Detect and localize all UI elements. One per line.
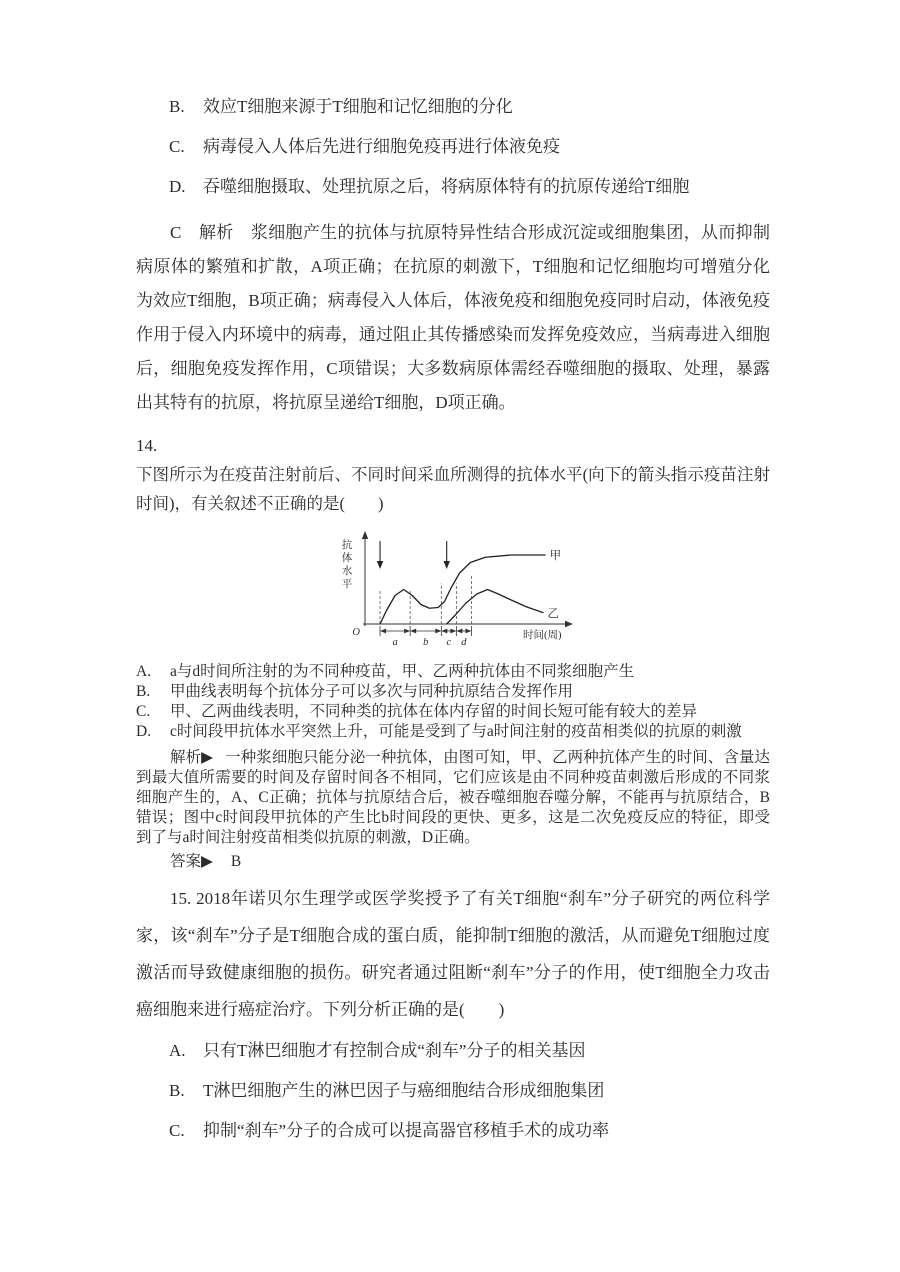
question14-answer	[136, 852, 770, 872]
analysis-label: 解析▶	[170, 749, 214, 766]
question15-stem: 15. 2018年诺贝尔生理学或医学奖授予了有关T细胞“刹车”分子研究的两位科学家，该“刹车”分子是T细胞合成的蛋白质，能抑制T细胞的激活，从而避免T细胞过度激活而导致健康细胞的损伤。研究者通过阻断“刹车”分子的作用，使T细胞全力攻击癌细胞来进行癌症治疗。下列分析正确的是( )	[136, 889, 770, 1019]
option-text: 抑制“刹车”分子的合成可以提高器官移植手术的成功率	[203, 1121, 610, 1140]
question13-option-b	[169, 96, 770, 118]
question14-option-c	[136, 702, 770, 722]
option-text: 只有T淋巴细胞才有控制合成“刹车”分子的相关基因	[203, 1041, 586, 1060]
option-text: a与d时间所注射的为不同种疫苗，甲、乙两种抗体由不同浆细胞产生	[170, 663, 635, 680]
question15-option-b	[169, 1080, 770, 1102]
analysis-text: 一种浆细胞只能分泌一种抗体，由图可知，甲、乙两种抗体产生的时间、含量达到最大值所需要的时间及存留时间各不相同，它们应该是由不同种疫苗刺激后形成的不同浆细胞产生的，A、C正确；抗体与抗原结合后，被吞噬细胞吞噬分解，不能再与抗原结合，B错误；图中c时间段甲抗体的产生比b时间段的更快、更多，这是二次免疫反应的特征，即受到了与a时间注射疫苗相类似抗原的刺激，D正确。	[136, 749, 770, 846]
question15-option-a	[169, 1040, 770, 1062]
svg-text:a: a	[391, 637, 398, 648]
option-label: C.	[169, 137, 185, 156]
option-text: 病毒侵入人体后先进行细胞免疫再进行体液免疫	[203, 137, 560, 156]
question15-option-c	[169, 1120, 770, 1142]
svg-text:甲: 甲	[549, 550, 561, 562]
answer-value: B	[230, 853, 242, 870]
question14-analysis	[136, 748, 770, 848]
question14-stem: 下图所示为在疫苗注射前后、不同时间采血所测得的抗体水平(向下的箭头指示疫苗注射时间)，有关叙述不正确的是( )	[136, 465, 770, 513]
answer-label: 答案▶	[170, 853, 213, 870]
question14-option-d	[136, 722, 770, 742]
question13-option-c	[169, 136, 770, 158]
option-label: C.	[136, 703, 151, 720]
option-text: 甲曲线表明每个抗体分子可以多次与同种抗原结合发挥作用	[170, 683, 574, 700]
question13-option-d	[169, 176, 770, 198]
option-text: 效应T细胞来源于T细胞和记忆细胞的分化	[203, 97, 513, 116]
svg-text:时间(周): 时间(周)	[522, 630, 561, 641]
option-label: D.	[136, 723, 152, 740]
svg-text:O: O	[351, 627, 360, 638]
svg-text:抗: 抗	[341, 540, 352, 551]
option-text: 吞噬细胞摄取、处理抗原之后，将病原体特有的抗原传递给T细胞	[203, 177, 690, 196]
question14-options	[136, 662, 770, 742]
option-text: T淋巴细胞产生的淋巴因子与癌细胞结合形成细胞集团	[203, 1081, 605, 1100]
svg-text:b: b	[422, 637, 428, 648]
svg-text:d: d	[460, 637, 467, 648]
question13-options	[136, 96, 770, 198]
svg-text:体: 体	[341, 553, 352, 564]
question13-analysis: C 解析 浆细胞产生的抗体与抗原特异性结合形成沉淀或细胞集团，从而抑制病原体的繁殖和扩散，A项正确；在抗原的刺激下，T细胞和记忆细胞均可增殖分化为效应T细胞，B项正确；病毒侵入人体后，体液免疫和细胞免疫同时启动，体液免疫作用于侵入内环境中的病毒，通过阻止其传播感染而发挥免疫效应，当病毒进入细胞后，细胞免疫发挥作用，C项错误；大多数病原体需经吞噬细胞的摄取、处理，暴露出其特有的抗原，将抗原呈递给T细胞，D项正确。	[136, 223, 770, 412]
question14-number: 14.	[136, 436, 158, 455]
option-text: 甲、乙两曲线表明，不同种类的抗体在体内存留的时间长短可能有较大的差异	[170, 703, 698, 720]
svg-text:c: c	[446, 637, 451, 648]
option-label: D.	[169, 177, 186, 196]
question14-option-b	[136, 682, 770, 702]
option-label: B.	[169, 97, 185, 116]
option-label: C.	[169, 1121, 185, 1140]
page-content	[136, 96, 770, 1160]
option-label: B.	[169, 1081, 185, 1100]
question14-option-a	[136, 662, 770, 682]
antibody-chart-figure	[321, 526, 586, 656]
question15-options	[136, 1040, 770, 1142]
option-text: c时间段甲抗体水平突然上升，可能是受到了与a时间注射的疫苗相类似的抗原的刺激	[170, 723, 742, 740]
svg-text:平: 平	[341, 579, 352, 590]
option-label: A.	[169, 1041, 186, 1060]
option-label: A.	[136, 663, 152, 680]
option-label: B.	[136, 683, 151, 700]
svg-text:乙: 乙	[546, 607, 559, 620]
svg-text:水: 水	[341, 566, 352, 577]
antibody-level-chart	[321, 526, 586, 656]
